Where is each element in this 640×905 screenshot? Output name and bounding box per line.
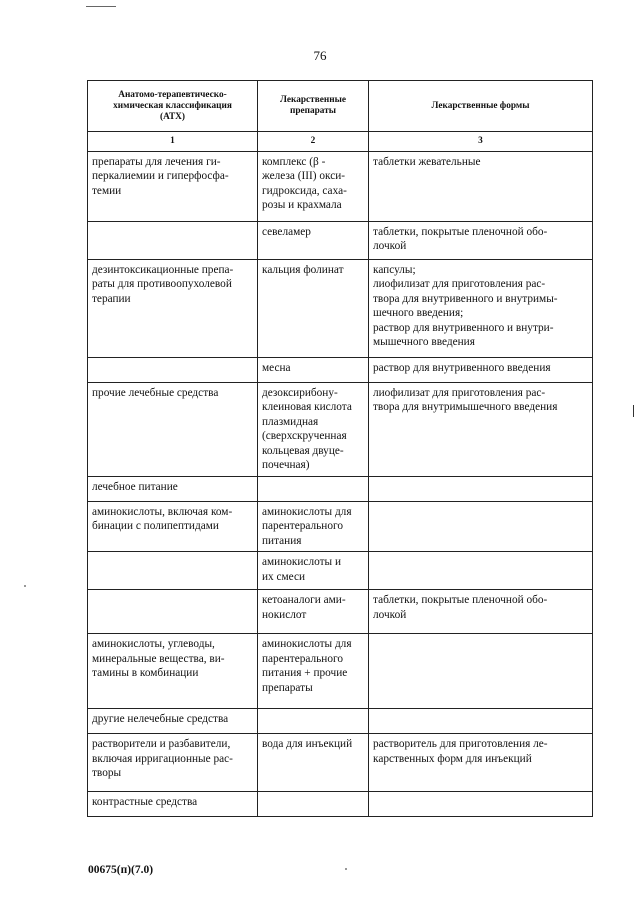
table-row [88,590,593,634]
header-atc: Анатомо-терапевтическо- химическая классификация (АТХ) [88,81,258,132]
column-number-row [88,132,593,152]
cell-drug: севеламер [258,221,369,259]
column-number: 3 [369,132,593,152]
cell-atc-class: растворители и разбавители, включая ирригационные рас- творы [88,734,258,792]
document-code: 00675(п)(7.0) [88,864,154,876]
cell-dosage-forms: растворитель для приготовления ле- карственных форм для инъекций [369,734,593,792]
cell-dosage-forms [369,552,593,590]
scan-artifact-mark [633,405,634,417]
table-row [88,476,593,501]
page-number: 76 [313,48,327,63]
cell-drug: комплекс (β - железа (III) окси- гидроксида, саха- розы и крахмала [258,151,369,221]
scan-artifact-dot [345,868,347,870]
table-row [88,151,593,221]
cell-atc-class: прочие лечебные средства [88,382,258,476]
cell-atc-class: дезинтоксикационные препа- раты для противоопухолевой терапии [88,259,258,357]
header-drugs: Лекарственные препараты [258,81,369,132]
header-forms: Лекарственные формы [369,81,593,132]
table-row [88,221,593,259]
table-row [88,382,593,476]
cell-atc-class [88,590,258,634]
column-number: 1 [88,132,258,152]
column-number: 2 [258,132,369,152]
scan-artifact-dot [24,585,26,587]
cell-atc-class: аминокислоты, включая ком- бинации с полипептидами [88,501,258,552]
cell-dosage-forms: таблетки, покрытые пленочной обо- лочкой [369,590,593,634]
cell-atc-class [88,357,258,382]
table-row [88,634,593,709]
cell-drug [258,476,369,501]
cell-dosage-forms [369,709,593,734]
table-row [88,357,593,382]
cell-dosage-forms: таблетки жевательные [369,151,593,221]
cell-drug [258,709,369,734]
cell-dosage-forms [369,501,593,552]
cell-dosage-forms: лиофилизат для приготовления рас- твора для внутримышечного введения [369,382,593,476]
cell-drug: кетоаналоги ами- нокислот [258,590,369,634]
cell-drug: месна [258,357,369,382]
cell-atc-class: контрастные средства [88,792,258,817]
table-row [88,734,593,792]
header-row [88,81,593,132]
table-row [88,709,593,734]
cell-dosage-forms: таблетки, покрытые пленочной обо- лочкой [369,221,593,259]
cell-drug: аминокислоты для парентерального питания + прочие препараты [258,634,369,709]
cell-atc-class [88,552,258,590]
cell-drug [258,792,369,817]
drug-table [87,80,593,817]
scan-artifact-line [86,6,116,7]
cell-atc-class: аминокислоты, углеводы, минеральные вещества, ви- тамины в комбинации [88,634,258,709]
cell-dosage-forms [369,634,593,709]
cell-drug: дезоксирибону- клеиновая кислота плазмидная (сверхскрученная кольцевая двуце- почечная) [258,382,369,476]
cell-drug: вода для инъекций [258,734,369,792]
cell-drug: аминокислоты и их смеси [258,552,369,590]
cell-drug: кальция фолинат [258,259,369,357]
table-row [88,501,593,552]
cell-atc-class [88,221,258,259]
cell-dosage-forms [369,476,593,501]
cell-atc-class: другие нелечебные средства [88,709,258,734]
table-row [88,792,593,817]
table-row [88,552,593,590]
cell-dosage-forms [369,792,593,817]
cell-drug: аминокислоты для парентерального питания [258,501,369,552]
cell-atc-class: препараты для лечения ги- перкалиемии и гиперфосфа- темии [88,151,258,221]
cell-dosage-forms: капсулы; лиофилизат для приготовления рас- твора для внутривенного и внутримы- шечного введения; раствор для внутривенного и внутри- мышечного введения [369,259,593,357]
cell-atc-class: лечебное питание [88,476,258,501]
table-row [88,259,593,357]
cell-dosage-forms: раствор для внутривенного введения [369,357,593,382]
